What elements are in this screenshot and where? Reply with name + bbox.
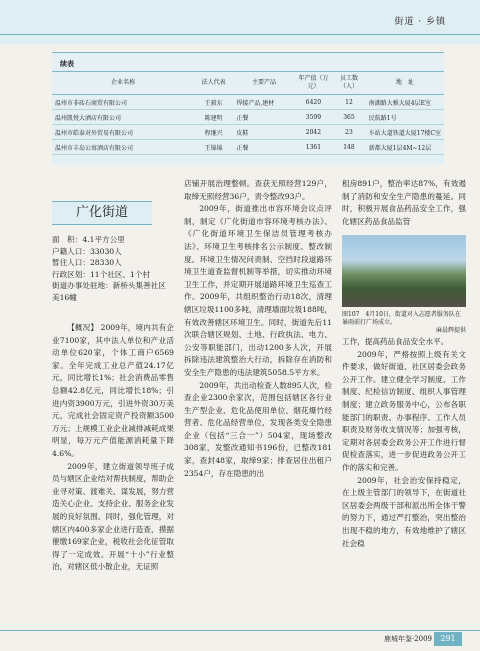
caption-text: 图107 4月10日，街道对入志愿者服务队在暴雨前打广场成立。 bbox=[342, 311, 461, 326]
running-header: 街道 · 乡镇 bbox=[394, 17, 446, 27]
volunteer-photo bbox=[342, 235, 466, 307]
table-cell: 温州凯悦大酒店有限公司 bbox=[52, 110, 194, 125]
fact-item: 户籍人口：33030人 bbox=[52, 246, 122, 256]
table-cell: 王锦锦 bbox=[194, 140, 233, 155]
table-cell: 12 bbox=[332, 95, 366, 110]
column-3 bbox=[342, 178, 466, 228]
fact-item: 面 积：4.1平方公里 bbox=[52, 235, 125, 244]
col-header: 法人代表 bbox=[194, 72, 233, 95]
footer-text: 鹿城年鉴·2009 bbox=[383, 635, 432, 643]
paragraph: 【概况】 2009年，境内共有企业7100家，其中法人单位和产业活动单位620家，个体工商户6569家。全年完成工业总产值24.17亿元，同比增长1%；社会消费品零售总额42.8亿元，同比增长18%；引进内资3900万元，引进外资30万美元，完成社会固定资产投资额3500万元；上规模工业企业减排减耗成果明显，每万元产值能源消耗量下降4.6%。 bbox=[52, 323, 174, 458]
paragraph: 店铺开展治理整顿。查获无照经营129户，取缔无照经营36户，责令整改93户。 bbox=[184, 179, 332, 201]
column-2 bbox=[184, 178, 332, 480]
table-cell: 皮鞋 bbox=[233, 125, 294, 140]
table-cell: 新都大厦1层4M~12层 bbox=[366, 140, 444, 155]
table-row bbox=[52, 95, 444, 110]
table-row bbox=[52, 140, 444, 155]
footer-rule bbox=[0, 630, 480, 631]
table-row bbox=[52, 125, 444, 140]
table-cell: 正餐 bbox=[233, 110, 294, 125]
photo-credit: 麻晨辉提供 bbox=[435, 327, 466, 334]
table-cell: 365 bbox=[332, 110, 366, 125]
paragraph: 2009年，严格按照上级有关文件要求，做好街道、社区居委会政务公开工作。建立健全学习制度、工作制度、纪检信访制度、组织人事管理制度；建立政务服务中心，公布各职能部门的职责、办事程序、工作人员职责及财务收支情况等；加强考核，定期对各居委会政务公开工作进行督促检查落实，进一步促进政务公开工作的落实和完善。 bbox=[342, 349, 466, 472]
paragraph: 工作，提高药品食品安全水平。 bbox=[342, 337, 449, 346]
page-footer bbox=[0, 630, 480, 651]
fact-item: 暂住人口：28330人 bbox=[52, 258, 122, 268]
table-cell: 民航路1号 bbox=[366, 110, 444, 125]
table-cell: 温州市丰岛公寓酒店有限公司 bbox=[52, 140, 194, 155]
paragraph: 2009年，建立街道领导班子成员与辖区企业结对帮扶制度，帮助企业寻对策、渡难关、谋发展，努力营造关心企业、支持企业、服务企业发展的良好氛围。同时，强化管理，对辖区内400多家企业进行造查，摸据催缴169家企业，税收社会化征管取得了一定成效。开展“十小”行业整治，对辖区低小散企业，无证照 bbox=[52, 461, 174, 572]
fact-item: 街道办事处驻地：新桥头集善社区美16幢 bbox=[52, 281, 166, 302]
header-rule bbox=[0, 34, 480, 35]
paragraph: 租房891户，整治率达87%，有效遏制了消防和安全生产隐患的蔓延。同时，积极开展食品药品安全工作，强化辖区药品食品监管 bbox=[342, 179, 466, 226]
paragraph: 2009年，共出动检查人数895人次，检查企业2300余家次，范围包括辖区各行业生产型企业、危化品使用单位、烟花爆竹经营者、危化品经营单位，发现各类安全隐患企业（包括“三合一”）504家，现场整改308家，发整改通知书196份，已整改181家，查封48家，取缔9家；排查居住出租户2354户，存在隐患的出 bbox=[184, 380, 332, 478]
table-cell: 148 bbox=[332, 140, 366, 155]
table-cell: 王毅东 bbox=[194, 95, 233, 110]
table-cell: 1361 bbox=[295, 140, 332, 155]
paragraph: 2009年，街道推出市容环境会议点评制，制定《广化街道市容环境考核办法》、《广化街道环境卫生保洁员管理考核办法》、环境卫生考核排名公示制度、整改制度。环境卫生情况问责制、空挡时段道路环境卫生道查监督机制等举措，切实推动环境卫生工作，并定期开展道路环境卫生巡查工作。2009年，共组织整治行动18次，清理辖区垃圾1100多吨，清理墙面垃圾188吨，有效改善辖区环境卫生。同时，街道先后11次联合辖区规划、土地、行政执法、电力、公安等职能部门，出动1200多人次，开展拆除违法建筑整治大行动，拆除存在消防和安全生产隐患的违法建筑5058.5平方米。 bbox=[184, 204, 332, 377]
table-row bbox=[52, 110, 444, 125]
col-header: 企业名称 bbox=[52, 72, 194, 95]
paragraph: 2009年，社会治安保持稳定，在上级主管部门的领导下，在街道社区居委会两级干部和派出所全体干警的努力下，通过严打整治，突出整治出现不稳的地方，有效地维护了辖区社会稳 bbox=[342, 475, 466, 548]
table-cell: 2042 bbox=[295, 125, 332, 140]
enterprise-table bbox=[52, 71, 444, 155]
column-1 bbox=[52, 322, 174, 574]
col-header: 年产值（万元） bbox=[295, 72, 332, 95]
table-cell: 6420 bbox=[295, 95, 332, 110]
fact-list bbox=[52, 234, 172, 304]
table-cell: 温州市非砖石商贸有限公司 bbox=[52, 95, 194, 110]
col-header: 员工数（人） bbox=[332, 72, 366, 95]
table-caption: 续表 bbox=[60, 59, 74, 68]
photo-caption bbox=[342, 311, 466, 335]
table-cell: 程继兴 bbox=[194, 125, 233, 140]
table-cell: 23 bbox=[332, 125, 366, 140]
col-header: 主要产品 bbox=[233, 72, 294, 95]
enterprise-table-box bbox=[52, 52, 444, 165]
table-cell: 正餐 bbox=[233, 140, 294, 155]
table-cell: 车站大道铁道大厦17楼C室 bbox=[366, 125, 444, 140]
table-cell: 焊接产品,建材 bbox=[233, 95, 294, 110]
table-cell: 温州市皓泰对外贸易有限公司 bbox=[52, 125, 194, 140]
page-number: 291 bbox=[434, 632, 462, 646]
table-cell: 陈建明 bbox=[194, 110, 233, 125]
table-cell: 南湖路大雅大厦4层E室 bbox=[366, 95, 444, 110]
table-header-row bbox=[52, 72, 444, 95]
col-header: 地 址 bbox=[366, 72, 444, 95]
table-cell: 3599 bbox=[295, 110, 332, 125]
fact-item: 行政区划：11个社区、1个村 bbox=[52, 269, 151, 279]
column-3-continued bbox=[342, 336, 466, 550]
section-title: 广化街道 bbox=[52, 201, 152, 225]
